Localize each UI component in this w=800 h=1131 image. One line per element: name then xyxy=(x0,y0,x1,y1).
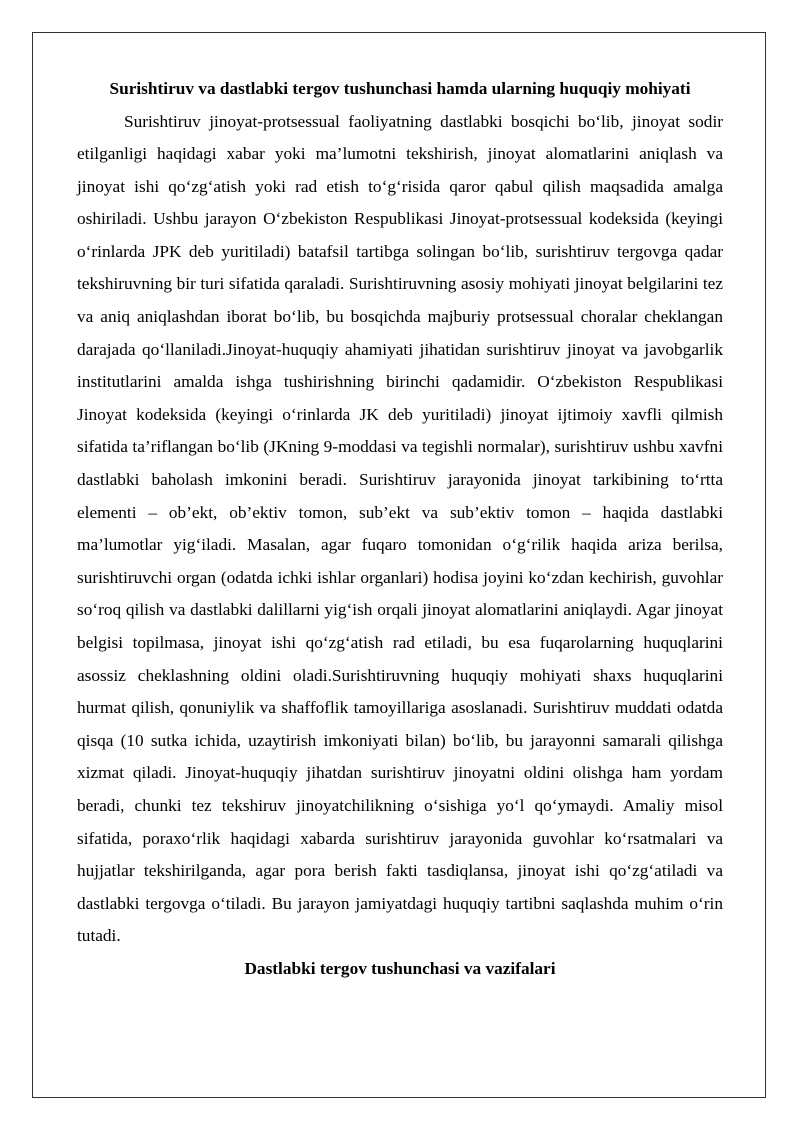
body-paragraph: Surishtiruv jinoyat-protsessual faoliyatning dastlabki bosqichi bo‘lib, jinoyat sodir etilganligi haqidagi xabar yoki ma’lumotni tekshirish, jinoyat alomatlarini aniqlash va jinoyat ishi qo‘zg‘atish yoki rad etish to‘g‘risida qaror qabul qilish maqsadida amalga oshiriladi. Ushbu jarayon O‘zbekiston Respublikasi Jinoyat-protsessual kodeksida (keyingi o‘rinlarda JPK deb yuritiladi) batafsil tartibga solingan bo‘lib, surishtiruv tergovga qadar tekshiruvning bir turi sifatida qaraladi. Surishtiruvning asosiy mohiyati jinoyat belgilarini tez va aniq aniqlashdan iborat bo‘lib, bu bosqichda majburiy protsessual choralar cheklangan darajada qo‘llaniladi.Jinoyat-huquqiy ahamiyati jihatidan surishtiruv jinoyat va javobgarlik institutlarini amalda ishga tushirishning birinchi qadamidir. O‘zbekiston Respublikasi Jinoyat kodeksida (keyingi o‘rinlarda JK deb yuritiladi) jinoyat ijtimoiy xavfli qilmish sifatida ta’riflangan bo‘lib (JKning 9-moddasi va tegishli normalar), surishtiruv ushbu xavfni dastlabki baholash imkonini beradi. Surishtiruv jarayonida jinoyat tarkibining to‘rtta elementi – ob’ekt, ob’ektiv tomon, sub’ekt va sub’ektiv tomon – haqida dastlabki ma’lumotlar yig‘iladi. Masalan, agar fuqaro tomonidan o‘g‘rilik haqida ariza berilsa, surishtiruvchi organ (odatda ichki ishlar organlari) hodisa joyini ko‘zdan kechirish, guvohlar so‘roq qilish va dastlabki dalillarni yig‘ish orqali jinoyat alomatlarini aniqlaydi. Agar jinoyat belgisi topilmasa, jinoyat ishi qo‘zg‘atish rad etiladi, bu esa fuqarolarning huquqlarini asossiz cheklashning oldini oladi.Surishtiruvning huquqiy mohiyati shaxs huquqlarini hurmat qilish, qonuniylik va shaffoflik tamoyillariga asoslanadi. Surishtiruv muddati odatda qisqa (10 sutka ichida, uzaytirish imkoniyati bilan) bo‘lib, bu jarayonni samarali qilishga xizmat qiladi. Jinoyat-huquqiy jihatdan surishtiruv jinoyatni oldini olishga ham yordam beradi, chunki tez tekshiruv jinoyatchilikning o‘sishiga yo‘l qo‘ymaydi. Amaliy misol sifatida, poraxo‘rlik haqidagi xabarda surishtiruv jarayonida guvohlar ko‘rsatmalari va hujjatlar tekshirilganda, agar pora berish fakti tasdiqlansa, jinoyat ishi qo‘zg‘atiladi va dastlabki tergovga o‘tiladi. Bu jarayon jamiyatdagi huquqiy tartibni saqlashda muhim o‘rin tutadi. xyxy=(77,111,723,946)
section-heading: Dastlabki tergov tushunchasi va vazifalari xyxy=(244,958,556,978)
document-title: Surishtiruv va dastlabki tergov tushunchasi hamda ularning huquqiy mohiyati xyxy=(109,79,691,98)
document-body xyxy=(77,73,723,985)
